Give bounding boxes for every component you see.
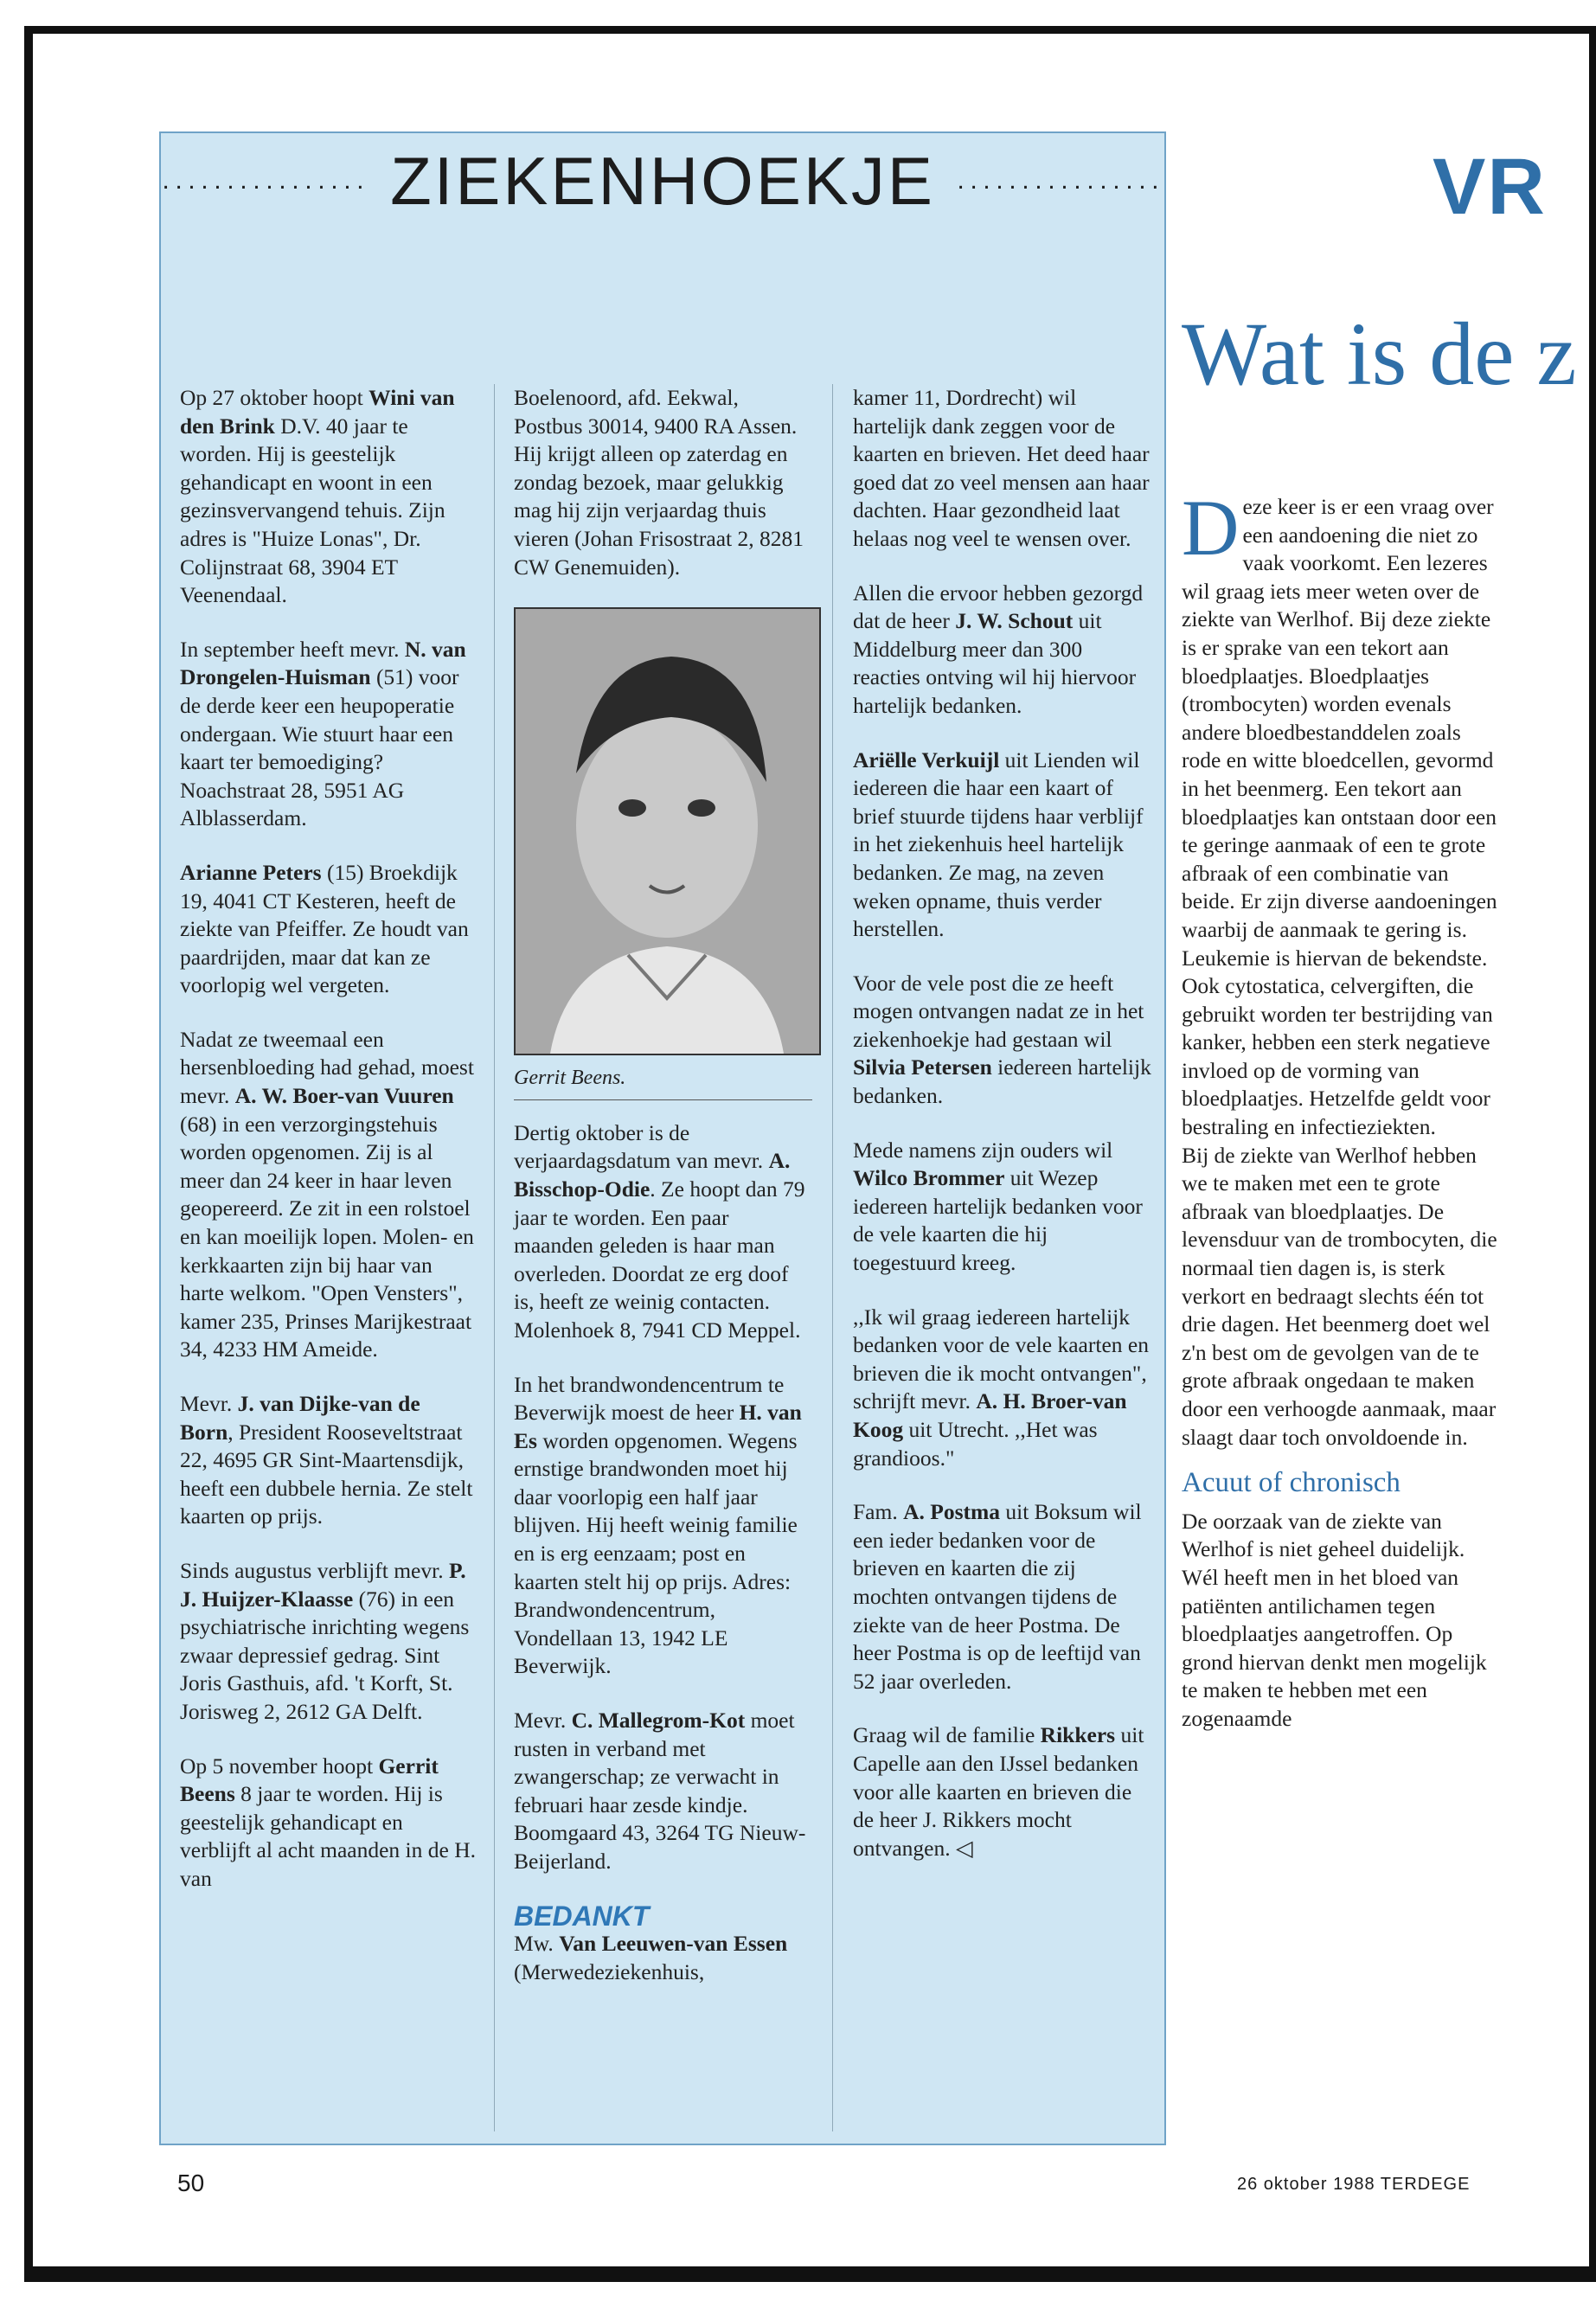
drop-cap: D xyxy=(1182,484,1240,572)
notice-paragraph: Mw. Van Leeuwen-van Essen (Merwedeziekenhuis, xyxy=(514,1931,788,1984)
notice-paragraph: Nadat ze tweemaal een hersenbloeding had gehad, moest mevr. A. W. Boer-van Vuuren (68) in een verzorgingstehuis worden opgenomen. Zij is al meer dan 24 keer in haar leven geopereerd. Ze zit in een rolstoel en kan moeilijk lopen. Molen- en kerkkaarten zijn bij haar van harte welkom. "Open Vensters", kamer 235, Prinses Marijkestraat 34, 4233 HM Ameide. xyxy=(180,1026,474,1362)
scan-border-bottom xyxy=(24,2266,1596,2282)
notice-paragraph: Graag wil de familie Rikkers uit Capelle aan den IJssel bedanken voor alle kaarten en brieven die de heer J. Rikkers mocht ontvangen. ◁ xyxy=(853,1722,1144,1861)
page-title xyxy=(161,142,1164,221)
article-paragraph: De oorzaak van de ziekte van Werlhof is niet geheel duidelijk. Wél heeft men in het bloed van patiënten antilichamen tegen bloedplaatjes aangetroffen. Op grond hiervan denkt men mogelijk te maken te hebben met een zogenaamde xyxy=(1182,1508,1487,1731)
notice-paragraph: In september heeft mevr. N. van Drongelen-Huisman (51) voor de derde keer een heupoperatie ondergaan. Wie stuurt haar een kaart ter bemoediging? Noachstraat 28, 5951 AG Alblasserdam. xyxy=(180,636,466,831)
notice-paragraph: Boelenoord, afd. Eekwal, Postbus 30014, 9400 RA Assen. Hij krijgt alleen op zaterdag en zondag bezoek, maar gelukkig mag hij zijn verjaardag thuis vieren (Johan Frisostraat 2, 8281 CW Genemuiden). xyxy=(514,385,804,580)
column-1 xyxy=(180,384,478,1920)
scan-border-top xyxy=(24,26,1596,34)
section-title: VR xyxy=(1433,143,1547,231)
page-number: 50 xyxy=(177,2170,205,2196)
notice-paragraph: kamer 11, Dordrecht) wil hartelijk dank zeggen voor de kaarten en brieven. Het deed haar goed dat zo veel mensen aan haar dachten. Haar gezondheid laat helaas nog veel te wensen over. xyxy=(853,385,1150,551)
ziekenhoekje-panel xyxy=(159,131,1166,2145)
notice-paragraph: Allen die ervoor hebben gezorgd dat de heer J. W. Schout uit Middelburg meer dan 300 reacties ontving wil hij hiervoor hartelijk bedanken. xyxy=(853,580,1144,718)
right-page-article xyxy=(1173,131,1596,2145)
notice-paragraph: Arianne Peters (15) Broekdijk 19, 4041 CT Kesteren, heeft de ziekte van Pfeiffer. Ze houdt van paardrijden, maar dat kan ze voorlopig wel vergeten. xyxy=(180,859,469,998)
notice-paragraph: Mede namens zijn ouders wil Wilco Brommer uit Wezep iedereen hartelijk bedanken voor de vele kaarten die hij toegestuurd kreeg. xyxy=(853,1137,1143,1276)
notice-paragraph: Mevr. J. van Dijke-van de Born, President Rooseveltstraat 22, 4695 GR Sint-Maartensdijk, heeft een dubbele hernia. Ze stelt kaarten op prijs. xyxy=(180,1391,473,1529)
article-paragraph: Ook cytostatica, celvergiften, die gebruikt worden ter bestrijding van kanker, hebben een sterk negatieve invloed op de vorming van bloedplaatjes. Hetzelfde geldt voor bestraling en infectieziekten. xyxy=(1182,973,1493,1140)
notice-paragraph: In het brandwondencentrum te Beverwijk moest de heer H. van Es worden opgenomen. Wegens ernstige brandwonden moet hij daar voorlopig een half jaar blijven. Hij heeft weinig familie en is erg eenzaam; post en kaarten stelt hij op prijs. Adres: Brandwondencentrum, Vondellaan 13, 1942 LE Beverwijk. xyxy=(514,1371,802,1679)
notice-paragraph: Voor de vele post die ze heeft mogen ontvangen nadat ze in het ziekenhoekje had gestaan wil Silvia Petersen iedereen hartelijk bedanken. xyxy=(853,970,1151,1109)
notice-paragraph: Ariëlle Verkuijl uit Lienden wil iedereen die haar een kaart of brief stuurde tijdens haar verblijf in het ziekenhuis heel hartelijk bedanken. Ze mag, na zeven weken opname, thuis verder herstellen. xyxy=(853,747,1144,942)
notice-paragraph: ,,Ik wil graag iedereen hartelijk bedanken voor de vele kaarten en brieven die ik mocht ontvangen", schrijft mevr. A. H. Broer-van Koog uit Utrecht. ,,Het was grandioos." xyxy=(853,1304,1149,1471)
notice-paragraph: Op 5 november hoopt Gerrit Beens 8 jaar te worden. Hij is geestelijk gehandicapt en verblijft al acht maanden in de H. van xyxy=(180,1753,476,1891)
title-text: ZIEKENHOEKJE xyxy=(390,143,935,219)
notice-paragraph: Sinds augustus verblijft mevr. P. J. Huijzer-Klaasse (76) in een psychiatrische inrichting wegens zwaar depressief gedrag. Sint Joris Gasthuis, afd. 't Korft, St. Jorisweg 2, 2612 GA Delft. xyxy=(180,1557,470,1724)
article-headline: Wat is de z xyxy=(1182,304,1577,404)
title-dots-left: ················ xyxy=(161,171,369,201)
notice-paragraph: Op 27 oktober hoopt Wini van den Brink D.V. 40 jaar te worden. Hij is geestelijk gehandicapt en woont in een gezinsvervangend tehuis. Zijn adres is "Huize Lonas", Dr. Colijnstraat 68, 3904 ET Veenendaal. xyxy=(180,385,455,608)
article-paragraph: Bij de ziekte van Werlhof hebben we te maken met een te grote afbraak van bloedplaatjes. De levensduur van de trombocyten, die normaal tien dagen is, is sterk verkort en bedraagt slechts één tot drie dagen. Het beenmerg doet wel z'n best om de gevolgen van de te grote afbraak ongedaan te maken door een verhoogde aanmaak, maar slaagt daar toch onvoldoende in. xyxy=(1182,1142,1497,1450)
title-dots-right: ················ xyxy=(956,171,1164,201)
article-column xyxy=(1182,484,1502,1734)
bedankt-heading: BEDANKT xyxy=(514,1900,650,1932)
scan-border-left xyxy=(24,26,33,2275)
boy-portrait-image xyxy=(516,609,819,1054)
column-divider xyxy=(494,384,495,2131)
article-paragraph: Deze keer is er een vraag over een aandoening die niet zo vaak voorkomt. Een lezeres wil graag iets meer weten over de ziekte van Werlhof. Bij deze ziekte is er sprake van een tekort aan bloedplaatjes. Bloedplaatjes (trombocyten) worden evenals andere bloedbestanddelen zoals rode en witte bloedcellen, gevormd in het beenmerg. Een tekort aan bloedplaatjes kan ontstaan door een te geringe aanmaak of een te grote afbraak of een combinatie van beide. Er zijn diverse aandoeningen waarbij de aanmaak te gering is. Leukemie is hiervan de bekendste. xyxy=(1182,484,1497,971)
column-3 xyxy=(853,384,1151,1888)
notice-paragraph: Dertig oktober is de verjaardagsdatum van mevr. A. Bisschop-Odie. Ze hoopt dan 79 jaar te worden. Een paar maanden geleden is haar man overleden. Doordat ze erg doof is, heeft ze weinig contacten. Molenhoek 8, 7941 CD Meppel. xyxy=(514,1119,805,1343)
page-footer: 26 oktober 1988 TERDEGE xyxy=(1237,2175,1471,2194)
portrait-photo xyxy=(514,607,821,1055)
photo-caption: Gerrit Beens. xyxy=(514,1064,812,1100)
article-subheading: Acuut of chronisch xyxy=(1182,1467,1401,1499)
column-divider xyxy=(832,384,833,2131)
column-2 xyxy=(514,384,812,2012)
notice-paragraph: Mevr. C. Mallegrom-Kot moet rusten in verband met zwangerschap; ze verwacht in februari haar zesde kindje. Boomgaard 43, 3264 TG Nieuw-Beijerland. xyxy=(514,1708,806,1874)
notice-paragraph: Fam. A. Postma uit Boksum wil een ieder bedanken voor de brieven en kaarten die zij mochten ontvangen tijdens de ziekte van de heer Postma. De heer Postma is op de leeftijd van 52 jaar overleden. xyxy=(853,1499,1142,1694)
